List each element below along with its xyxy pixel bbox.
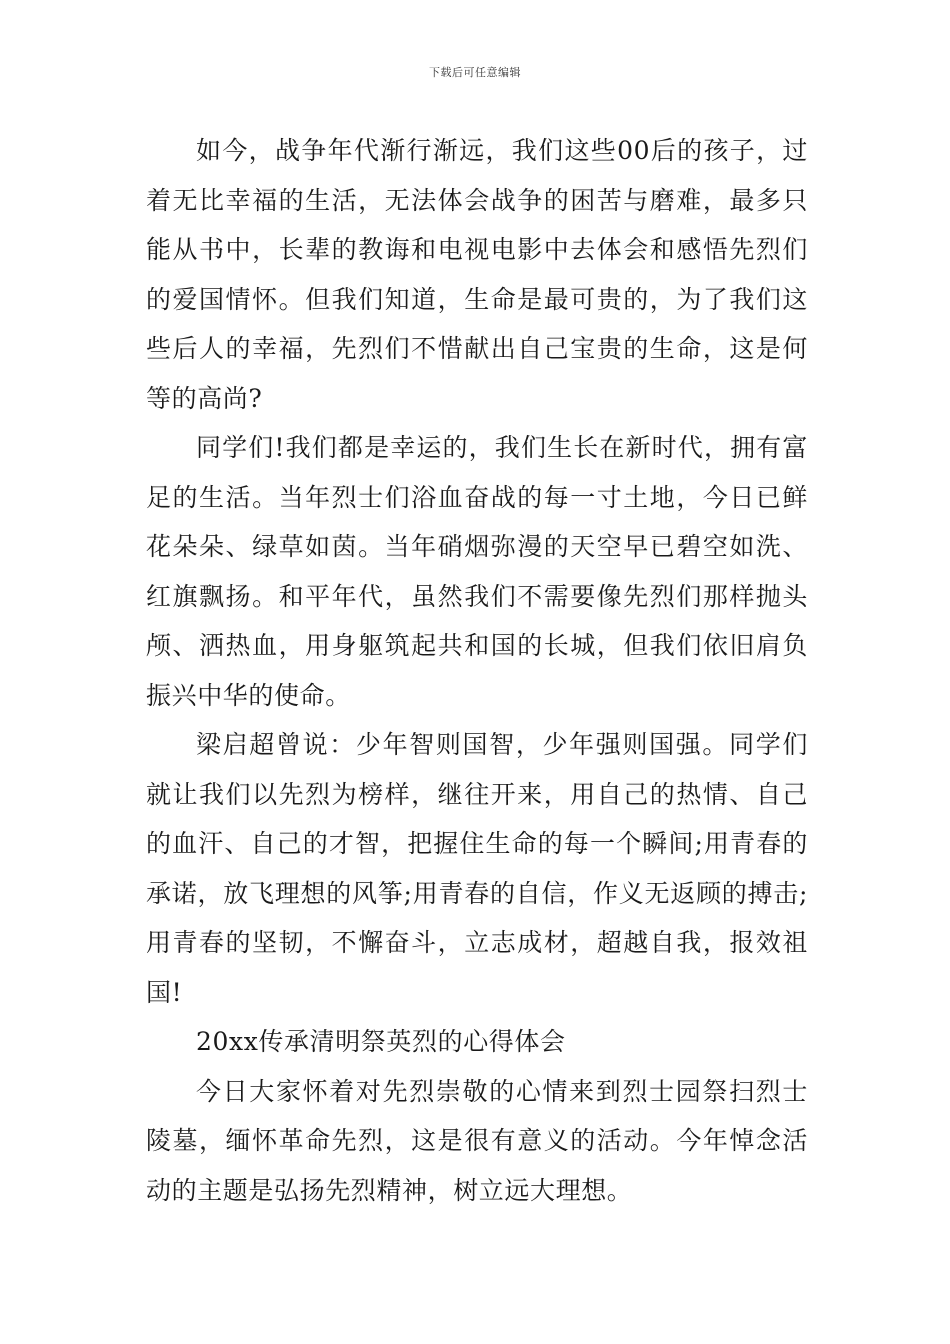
paragraph-4: 今日大家怀着对先烈崇敬的心情来到烈士园祭扫烈士陵墓，缅怀革命先烈，这是很有意义的活动。今年悼念活动的主题是弘扬先烈精神，树立远大理想。 [146, 1076, 808, 1205]
paragraph-2: 同学们!我们都是幸运的，我们生长在新时代，拥有富足的生活。当年烈士们浴血奋战的每一寸土地，今日已鲜花朵朵、绿草如茵。当年硝烟弥漫的天空早已碧空如洗、红旗飘扬。和平年代，虽然我们不需要像先烈们那样抛头颅、洒热血，用身躯筑起共和国的长城，但我们依旧肩负振兴中华的使命。 [146, 433, 808, 710]
page-header-note: 下载后可任意编辑 [429, 66, 521, 79]
paragraph-1: 如今，战争年代渐行渐远，我们这些00后的孩子，过着无比幸福的生活，无法体会战争的困苦与磨难，最多只能从书中，长辈的教诲和电视电影中去体会和感悟先烈们的爱国情怀。但我们知道，生命是最可贵的，为了我们这些后人的幸福，先烈们不惜献出自己宝贵的生命，这是何等的高尚? [146, 136, 808, 413]
section-title: 20xx传承清明祭英烈的心得体会 [196, 1027, 566, 1056]
paragraph-3: 梁启超曾说：少年智则国智，少年强则国强。同学们就让我们以先烈为榜样，继往开来，用自己的热情、自己的血汗、自己的才智，把握住生命的每一个瞬间;用青春的承诺，放飞理想的风筝;用青春的自信，作义无返顾的搏击;用青春的坚韧，不懈奋斗，立志成材，超越自我，报效祖国! [146, 730, 808, 1007]
document-body [146, 126, 808, 1215]
